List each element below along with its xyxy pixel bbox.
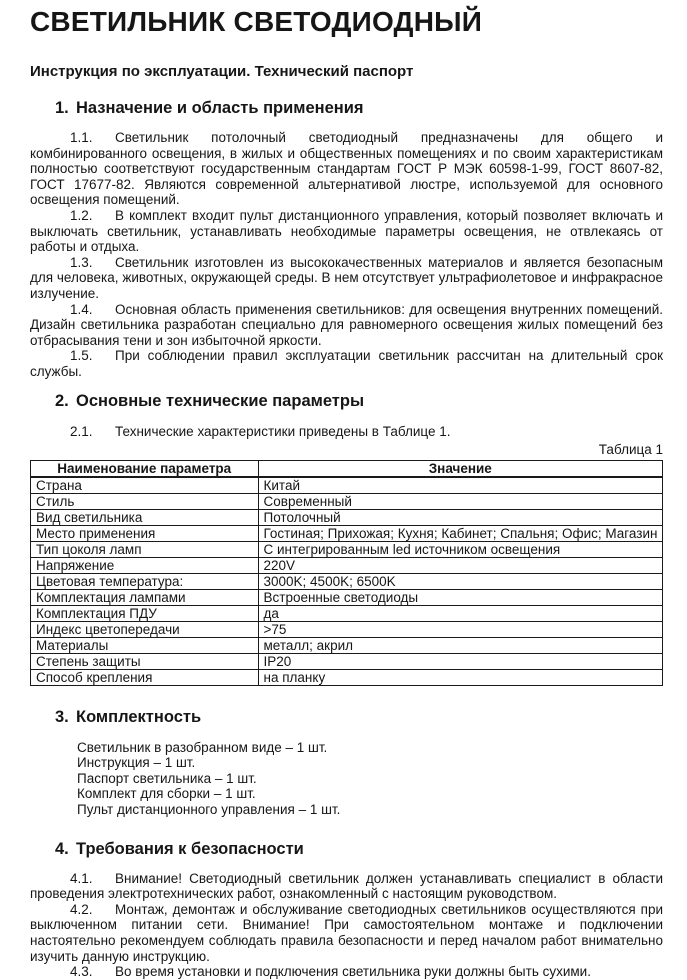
spec-value-cell: 220V — [258, 557, 662, 573]
specs-table-row — [31, 669, 663, 685]
paragraph-text: Технические характеристики приведены в Таблице 1. — [115, 423, 451, 439]
section-4-paragraphs — [30, 871, 663, 980]
specs-table-row — [31, 525, 663, 541]
numbered-paragraph — [30, 348, 663, 379]
specs-table-row — [31, 653, 663, 669]
paragraph-number: 1.1. — [70, 130, 93, 145]
spec-param-cell: Тип цоколя ламп — [31, 541, 259, 557]
paragraph-text: Светильник изготовлен из высококачественных материалов и является безопасным для человека, животных, окружающей среды. В нем отсутствует ультрафиолетовое и инфракрасное излучение. — [30, 254, 663, 301]
package-contents-item: Светильник в разобранном виде – 1 шт. — [77, 739, 328, 755]
spec-param-cell: Страна — [31, 477, 259, 494]
specs-table-row — [31, 573, 663, 589]
paragraph-text: Внимание! Светодиодный светильник должен устанавливать специалист в области проведения электротехнических работ, ознакомленный с настоящим руководством. — [30, 870, 663, 902]
numbered-paragraph — [30, 130, 663, 208]
spec-param-cell: Стиль — [31, 493, 259, 509]
specs-table-header-row — [31, 460, 663, 477]
spec-value-cell: IP20 — [258, 653, 662, 669]
spec-value-cell: на планку — [258, 669, 662, 685]
specs-table-row — [31, 477, 663, 494]
spec-value-cell: >75 — [258, 621, 662, 637]
section-1-paragraphs — [30, 130, 663, 380]
specs-table-row — [31, 605, 663, 621]
paragraph-number: 1.2. — [70, 207, 93, 223]
section-2-intro-paragraph — [30, 424, 663, 440]
package-contents-item: Пульт дистанционного управления – 1 шт. — [77, 802, 341, 818]
document-subtitle: Инструкция по эксплуатации. Технический паспорт — [30, 63, 414, 80]
specs-table-header-value: Значение — [258, 460, 662, 477]
spec-param-cell: Индекс цветопередачи — [31, 621, 259, 637]
spec-param-cell: Напряжение — [31, 557, 259, 573]
numbered-paragraph — [30, 902, 663, 964]
spec-param-cell: Комплектация ПДУ — [31, 605, 259, 621]
numbered-paragraph — [30, 871, 663, 902]
spec-value-cell: да — [258, 605, 662, 621]
paragraph-number: 1.4. — [70, 301, 93, 317]
paragraph-text: Светильник потолочный светодиодный предназначены для общего и комбинированного освещения, в жилых и общественных помещениях и по своим характеристикам полностью соответствуют государственным стандартам ГОСТ Р МЭК 60598-1-99, ГОСТ 8607-82, ГОСТ 17677-82. Являются современной альтернативой люстре, используемой для основного освещения помещений. — [30, 130, 663, 208]
specs-table-row — [31, 557, 663, 573]
numbered-paragraph — [30, 208, 663, 255]
numbered-paragraph — [30, 964, 663, 980]
spec-value-cell: Китай — [258, 477, 662, 494]
section-1-heading — [55, 99, 663, 118]
spec-value-cell: С интегрированным led источником освещения — [258, 541, 662, 557]
spec-param-cell: Степень защиты — [31, 653, 259, 669]
specs-table-row — [31, 621, 663, 637]
paragraph-text: Во время установки и подключения светильника руки должны быть сухими. — [115, 964, 591, 980]
package-contents-item: Инструкция – 1 шт. — [77, 755, 196, 771]
package-contents-list — [30, 740, 663, 818]
paragraph-text: Монтаж, демонтаж и обслуживание светодиодных светильников осуществляются при выключенном питании сети. Внимание! При самостоятельном монтаже и подключении настоятельно рекомендуем соблюдать правила безопасности и перед началом работ внимательно изучить данную инструкцию. — [30, 901, 663, 964]
package-contents-item: Комплект для сборки – 1 шт. — [77, 786, 256, 802]
section-4-number: 4. — [55, 839, 69, 858]
section-2-number: 2. — [55, 391, 69, 410]
specs-table-row — [31, 493, 663, 509]
specs-table-body — [31, 477, 663, 686]
specs-table-row — [31, 541, 663, 557]
section-2-title: Основные технические параметры — [76, 391, 365, 410]
paragraph-number: 1.5. — [70, 348, 93, 364]
spec-param-cell: Вид светильника — [31, 509, 259, 525]
spec-value-cell: Потолочный — [258, 509, 662, 525]
document-title: СВЕТИЛЬНИК СВЕТОДИОДНЫЙ — [30, 6, 483, 37]
paragraph-text: В комплект входит пульт дистанционного управления, который позволяет включать и выключать светильник, устанавливать необходимые параметры освещения, не отвлекаясь от работы и отдыха. — [30, 207, 663, 255]
specs-table-header-param: Наименование параметра — [31, 460, 259, 477]
numbered-paragraph — [30, 302, 663, 349]
package-contents-item: Паспорт светильника – 1 шт. — [77, 770, 257, 786]
spec-value-cell: Встроенные светодиоды — [258, 589, 662, 605]
section-2-heading — [55, 392, 663, 411]
table-caption: Таблица 1 — [598, 442, 663, 458]
spec-value-cell: металл; акрил — [258, 637, 662, 653]
spec-value-cell: Современный — [258, 493, 662, 509]
paragraph-text: При соблюдении правил эксплуатации светильник рассчитан на длительный срок службы. — [30, 348, 663, 379]
paragraph-number: 1.3. — [70, 254, 93, 270]
paragraph-number: 4.2. — [70, 901, 93, 917]
spec-param-cell: Комплектация лампами — [31, 589, 259, 605]
section-4-title: Требования к безопасности — [76, 839, 304, 858]
section-3-title: Комплектность — [76, 707, 202, 726]
specs-table — [30, 460, 663, 686]
section-3-heading — [55, 708, 663, 727]
spec-param-cell: Материалы — [31, 637, 259, 653]
section-1-number: 1. — [55, 99, 69, 117]
paragraph-text: Основная область применения светильников: для освещения внутренних помещений. Дизайн светильника разработан специально для равномерного освещения жилых помещений без отбрасывания тени и зон избыточной яркости. — [30, 301, 663, 348]
spec-value-cell: 3000K; 4500K; 6500K — [258, 573, 662, 589]
spec-value-cell: Гостиная; Прихожая; Кухня; Кабинет; Спальня; Офис; Магазин — [258, 525, 662, 541]
section-4-heading — [55, 840, 663, 859]
specs-table-row — [31, 509, 663, 525]
paragraph-number: 4.3. — [70, 964, 93, 980]
specs-table-row — [31, 637, 663, 653]
section-1-title: Назначение и область применения — [76, 99, 364, 117]
spec-param-cell: Место применения — [31, 525, 259, 541]
specs-table-row — [31, 589, 663, 605]
section-3-number: 3. — [55, 707, 69, 726]
numbered-paragraph — [30, 255, 663, 302]
spec-param-cell: Цветовая температура: — [31, 573, 259, 589]
paragraph-number: 4.1. — [70, 870, 93, 886]
paragraph-number: 2.1. — [70, 423, 93, 439]
spec-param-cell: Способ крепления — [31, 669, 259, 685]
